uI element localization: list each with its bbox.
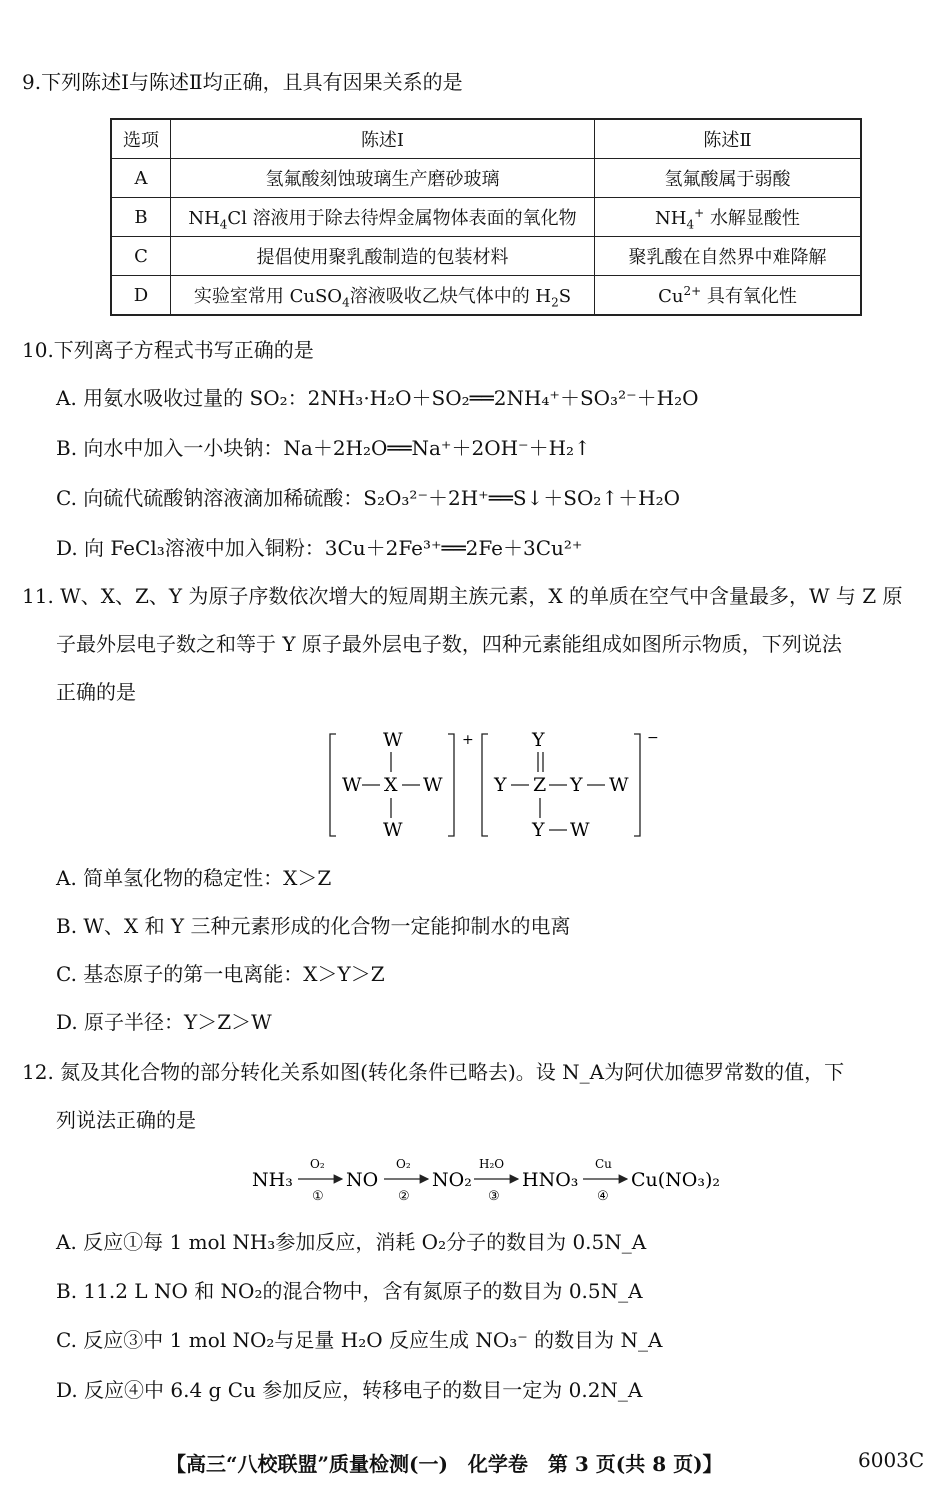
row-option: A (111, 159, 171, 198)
q11-stem-line1: 11. W、X、Z、Y 为原子序数依次增大的短周期主族元素，X 的单质在空气中含量最多，W 与 Z 原 (22, 584, 903, 608)
q11-option-c: C. 基态原子的第一电离能：X＞Y＞Z (56, 962, 385, 986)
step-4: ④ (597, 1189, 609, 1204)
superscript: 2+ (683, 284, 702, 298)
species-hno3: HNO₃ (522, 1169, 579, 1191)
text: 水解显酸性 (709, 208, 800, 229)
q12-option-d: D. 反应④中 6.4 g Cu 参加反应，转移电子的数目一定为 0.2N_A (56, 1378, 643, 1402)
q11-option-a: A. 简单氢化物的稳定性：X＞Z (56, 866, 332, 890)
row-option: C (111, 237, 171, 276)
page-footer-code: 6003C (858, 1448, 925, 1472)
q9-table (110, 118, 862, 316)
cation-bottom-atom: W (383, 819, 403, 841)
superscript: + (694, 206, 705, 220)
anion-center-atom: Z (533, 774, 547, 796)
q10-option-c: C. 向硫代硫酸钠溶液滴加稀硫酸：S₂O₃²⁻＋2H⁺══S↓＋SO₂↑＋H₂O (56, 486, 681, 510)
row-statement-1 (171, 276, 595, 316)
species-nh3: NH₃ (252, 1169, 293, 1191)
text: NH (188, 208, 220, 229)
right-bracket-open (482, 734, 488, 836)
subscript: 4 (342, 295, 350, 310)
text: NH (655, 208, 687, 229)
right-bracket-close (634, 734, 640, 836)
q10-stem: 10.下列离子方程式书写正确的是 (22, 338, 314, 362)
row-option: B (111, 198, 171, 237)
q12-option-b: B. 11.2 L NO 和 NO₂的混合物中，含有氮原子的数目为 0.5N_A (56, 1279, 643, 1303)
table-row (111, 237, 861, 276)
species-cu-no3-2: Cu(NO₃)₂ (631, 1169, 721, 1191)
text: Cl 溶液用于除去待焊金属物体表面的氧化物 (227, 208, 577, 229)
q11-option-d: D. 原子半径：Y＞Z＞W (56, 1010, 272, 1034)
q10-option-b: B. 向水中加入一小块钠：Na＋2H₂O══Na⁺＋2OH⁻＋H₂↑ (56, 436, 591, 460)
cation-left-atom: W (342, 774, 362, 796)
reagent-3: H₂O (479, 1157, 505, 1171)
q10-option-a: A. 用氨水吸收过量的 SO₂：2NH₃·H₂O＋SO₂══2NH₄⁺＋SO₃²⁻＋H₂O (56, 386, 699, 410)
reagent-1: O₂ (310, 1157, 325, 1171)
header-statement-1: 陈述Ⅰ (171, 119, 595, 159)
q12-option-c: C. 反应③中 1 mol NO₂与足量 H₂O 反应生成 NO₃⁻ 的数目为 N_A (56, 1328, 663, 1352)
q11-structure-diagram (322, 724, 662, 844)
subscript: 4 (219, 217, 228, 232)
step-1: ① (312, 1189, 324, 1204)
q11-stem-line2: 子最外层电子数之和等于 Y 原子最外层电子数，四种元素能组成如图所示物质，下列说法 (56, 632, 842, 656)
anion-right-atom-1: Y (570, 774, 583, 796)
left-bracket-open (330, 734, 336, 836)
reagent-2: O₂ (396, 1157, 411, 1171)
anion-bottom-atom-1: Y (532, 819, 545, 841)
subscript: 2 (551, 295, 559, 310)
page-footer-title: 【高三“八校联盟”质量检测(一) 化学卷 第 3 页(共 8 页)】 (166, 1452, 723, 1476)
step-3: ③ (488, 1189, 500, 1204)
cation-charge: + (462, 732, 474, 748)
row-statement-1: 提倡使用聚乳酸制造的包装材料 (171, 237, 595, 276)
row-option: D (111, 276, 171, 316)
text: 溶液吸收乙炔气体中的 H (349, 286, 552, 307)
text: Cu (658, 286, 684, 307)
q10-option-d: D. 向 FeCl₃溶液中加入铜粉：3Cu＋2Fe³⁺══2Fe＋3Cu²⁺ (56, 536, 583, 560)
header-statement-2: 陈述Ⅱ (595, 119, 862, 159)
left-bracket-close (448, 734, 454, 836)
reagent-4: Cu (595, 1157, 612, 1171)
anion-charge: − (647, 730, 659, 746)
table-header-row (111, 119, 861, 159)
cation-center-atom: X (384, 774, 398, 796)
anion-left-atom: Y (494, 774, 507, 796)
cation-top-atom: W (383, 729, 403, 751)
q9-stem: 9.下列陈述Ⅰ与陈述Ⅱ均正确，且具有因果关系的是 (22, 70, 463, 94)
anion-right-atom-2: W (609, 774, 629, 796)
q12-stem-line1: 12. 氮及其化合物的部分转化关系如图(转化条件已略去)。设 N_A为阿伏加德罗常数的值，下 (22, 1060, 845, 1084)
row-statement-2: 聚乳酸在自然界中难降解 (595, 237, 862, 276)
q11-stem-line3: 正确的是 (56, 680, 136, 704)
q12-conversion-flow (250, 1150, 750, 1210)
row-statement-2: 氢氟酸属于弱酸 (595, 159, 862, 198)
row-statement-2 (595, 276, 862, 316)
text: 实验室常用 CuSO (193, 286, 343, 307)
table-row (111, 159, 861, 198)
subscript: 4 (686, 217, 695, 232)
anion-bottom-atom-2: W (570, 819, 590, 841)
species-no: NO (346, 1169, 379, 1191)
species-no2: NO₂ (432, 1169, 472, 1191)
row-statement-1 (171, 198, 595, 237)
row-statement-1: 氢氟酸刻蚀玻璃生产磨砂玻璃 (171, 159, 595, 198)
q11-option-b: B. W、X 和 Y 三种元素形成的化合物一定能抑制水的电离 (56, 914, 571, 938)
cation-right-atom: W (423, 774, 443, 796)
text: S (558, 286, 572, 307)
step-2: ② (398, 1189, 410, 1204)
q12-option-a: A. 反应①每 1 mol NH₃参加反应，消耗 O₂分子的数目为 0.5N_A (56, 1230, 647, 1254)
header-option: 选项 (111, 119, 171, 159)
table-row (111, 198, 861, 237)
text: 具有氧化性 (706, 286, 797, 307)
q12-stem-line2: 列说法正确的是 (56, 1108, 196, 1132)
table-row (111, 276, 861, 316)
anion-top-atom: Y (532, 729, 545, 751)
row-statement-2 (595, 198, 862, 237)
